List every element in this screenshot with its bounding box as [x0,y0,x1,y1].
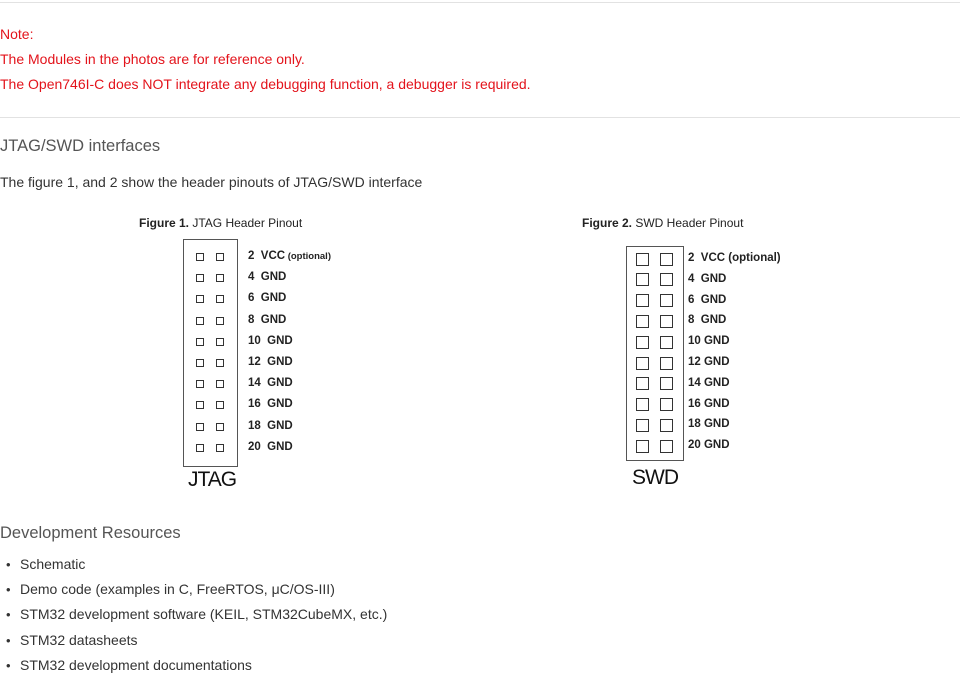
swd-right-pin-text: 8 GND [688,314,727,327]
figure-1-caption-bold: Figure 1. [139,216,190,230]
swd-right-pin-text: 14 GND [688,376,730,389]
swd-pin-pad [660,398,673,411]
swd-pin-pad [660,253,673,266]
jtag-right-pin-text: 20 GND [248,440,293,453]
list-item[interactable]: • Schematic [20,552,387,577]
swd-pin-pad [636,273,649,286]
jtag-pin-pad [216,253,224,261]
swd-right-pin-text: 20 GND [688,439,730,452]
swd-figure-name: SWD [632,466,678,489]
jtag-right-pin-label [248,441,293,453]
note-line-2: The Open746I-C does NOT integrate any debugging function, a debugger is required. [0,76,531,92]
jtag-right-pin-label [248,335,293,347]
jtag-pin-pad [196,317,204,325]
swd-right-pin-label [688,398,730,410]
jtag-pin-pad [196,274,204,282]
jtag-right-pin-text: 6 GND [248,292,287,305]
jtag-right-pin-label [248,271,286,283]
jtag-right-pin-text: 16 GND [248,398,293,411]
jtag-swd-heading: JTAG/SWD interfaces [0,137,161,155]
swd-right-pin-text: 2 VCC (optional) [688,252,781,264]
jtag-pin-pad [196,423,204,431]
jtag-pin-pad [216,338,224,346]
jtag-right-pin-label [248,377,293,389]
swd-pin-pad [660,419,673,432]
swd-pin-pad [636,357,649,370]
swd-pin-pad [660,357,673,370]
swd-pin-pad [636,315,649,328]
figure-2-caption-bold: Figure 2. [582,216,633,230]
jtag-pin-pad [216,359,224,367]
swd-right-pin-text: 10 GND [688,335,730,348]
jtag-pin-pad [196,295,204,303]
jtag-pin-pad [196,380,204,388]
jtag-pin-pad [196,359,204,367]
swd-right-pin-label [688,418,730,430]
figure-2-caption-text: SWD Header Pinout [632,216,744,230]
swd-right-pin-text: 16 GND [688,397,730,410]
jtag-pin-pad [196,338,204,346]
jtag-right-pin-text: 12 GND [248,356,293,368]
figure-1-caption [139,216,302,230]
swd-right-pin-label [688,335,730,347]
jtag-right-pin-text: 10 GND [248,334,293,347]
dev-resources-list [0,552,387,678]
swd-pin-pad [636,253,649,266]
swd-right-pin-label [688,273,726,285]
figure-1-caption-text: JTAG Header Pinout [189,216,303,230]
dev-resources-heading: Development Resources [0,524,181,542]
jtag-right-pin-text: 4 GND [248,271,287,284]
swd-pin-pad [636,336,649,349]
note-line-1: The Modules in the photos are for reference only. [0,51,305,67]
jtag-right-pin-label [248,356,293,368]
swd-right-pin-text: 4 GND [688,272,727,285]
swd-right-pin-text: 12 GND [688,356,730,368]
swd-right-pin-label [688,314,726,326]
jtag-right-pin-label [248,398,293,410]
swd-pin-pad [636,419,649,432]
jtag-figure-name: JTAG [188,468,237,491]
jtag-right-pin-text: 14 GND [248,377,293,390]
jtag-header-box [183,239,238,467]
jtag-right-pin-text: 2 VCC [248,250,286,262]
jtag-pin-pad [216,317,224,325]
swd-right-pin-label [688,377,730,389]
swd-right-pin-label [688,294,726,306]
swd-pin-pad [660,377,673,390]
section-divider [0,117,960,118]
swd-pin-pad [636,398,649,411]
swd-right-pin-text: 18 GND [688,418,730,431]
swd-pin-pad [660,294,673,307]
jtag-right-pin-label [248,420,293,432]
list-item[interactable]: • STM32 development software (KEIL, STM32CubeMX, etc.) [20,602,387,627]
jtag-right-pin-text: 8 GND [248,313,287,326]
swd-pin-pad [636,294,649,307]
swd-right-pin-label [688,252,781,264]
jtag-pin-pad [216,380,224,388]
swd-pin-pad [660,336,673,349]
swd-pin-pad [636,377,649,390]
jtag-right-pin-label [248,250,331,262]
jtag-pin-pad [196,401,204,409]
jtag-right-pin-label [248,314,286,326]
figure-2-caption [582,216,743,230]
jtag-optional-note: (optional) [285,251,331,262]
swd-pin-pad [660,315,673,328]
jtag-swd-description: The figure 1, and 2 show the header pinouts of JTAG/SWD interface [0,174,423,190]
swd-right-pin-label [688,439,730,451]
list-item[interactable]: • STM32 development documentations [20,653,387,678]
jtag-pin-pad [216,444,224,452]
swd-pin-pad [636,440,649,453]
jtag-pin-pad [216,401,224,409]
swd-header-box [626,246,684,461]
jtag-pin-pad [216,423,224,431]
jtag-right-pin-label [248,292,286,304]
swd-pin-pad [660,273,673,286]
list-item[interactable]: • STM32 datasheets [20,628,387,653]
swd-pin-pad [660,440,673,453]
swd-right-pin-label [688,356,730,368]
list-item[interactable]: • Demo code (examples in C, FreeRTOS, μC/OS-III) [20,577,387,602]
jtag-right-pin-text: 18 GND [248,419,293,432]
jtag-pin-pad [216,274,224,282]
jtag-pin-pad [196,253,204,261]
top-divider [0,2,960,3]
jtag-pin-pad [216,295,224,303]
swd-right-pin-text: 6 GND [688,293,727,306]
note-label: Note: [0,26,34,42]
jtag-pin-pad [196,444,204,452]
